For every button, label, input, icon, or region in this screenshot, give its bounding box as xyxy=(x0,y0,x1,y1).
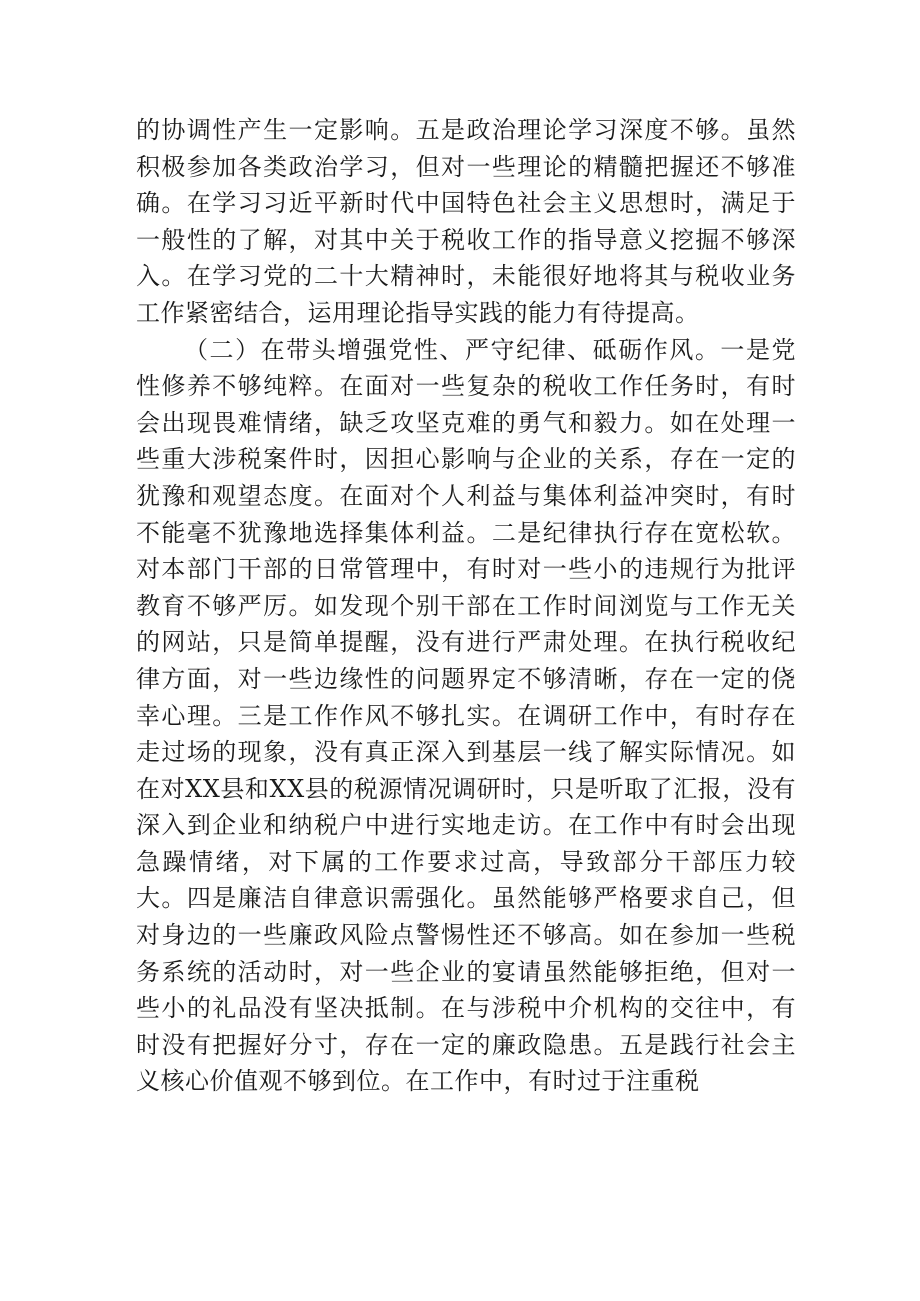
paragraph-section-two: （二）在带头增强党性、严守纪律、砥砺作风。一是党性修养不够纯粹。在面对一些复杂的税收工作任务时，有时会出现畏难情绪，缺乏攻坚克难的勇气和毅力。如在处理一些重大涉税案件时，因担心影响与企业的关系，存在一定的犹豫和观望态度。在面对个人利益与集体利益冲突时，有时不能毫不犹豫地选择集体利益。二是纪律执行存在宽松软。对本部门干部的日常管理中，有时对一些小的违规行为批评教育不够严厉。如发现个别干部在工作时间浏览与工作无关的网站，只是简单提醒，没有进行严肃处理。在执行税收纪律方面，对一些边缘性的问题界定不够清晰，存在一定的侥幸心理。三是工作作风不够扎实。在调研工作中，有时存在走过场的现象，没有真正深入到基层一线了解实际情况。如在对XX县和XX县的税源情况调研时，只是听取了汇报，没有深入到企业和纳税户中进行实地走访。在工作中有时会出现急躁情绪，对下属的工作要求过高，导致部分干部压力较大。四是廉洁自律意识需强化。虽然能够严格要求自己，但对身边的一些廉政风险点警惕性还不够高。如在参加一些税务系统的活动时，对一些企业的宴请虽然能够拒绝，但对一些小的礼品没有坚决抵制。在与涉税中介机构的交往中，有时没有把握好分寸，存在一定的廉政隐患。五是践行社会主义核心价值观不够到位。在工作中，有时过于注重税 xyxy=(136,335,796,1096)
document-body xyxy=(136,112,796,1100)
paragraph-continuation: 的协调性产生一定影响。五是政治理论学习深度不够。虽然积极参加各类政治学习，但对一些理论的精髓把握还不够准确。在学习习近平新时代中国特色社会主义思想时，满足于一般性的了解，对其中关于税收工作的指导意义挖掘不够深入。在学习党的二十大精神时，未能很好地将其与税收业务工作紧密结合，运用理论指导实践的能力有待提高。 xyxy=(136,116,796,327)
